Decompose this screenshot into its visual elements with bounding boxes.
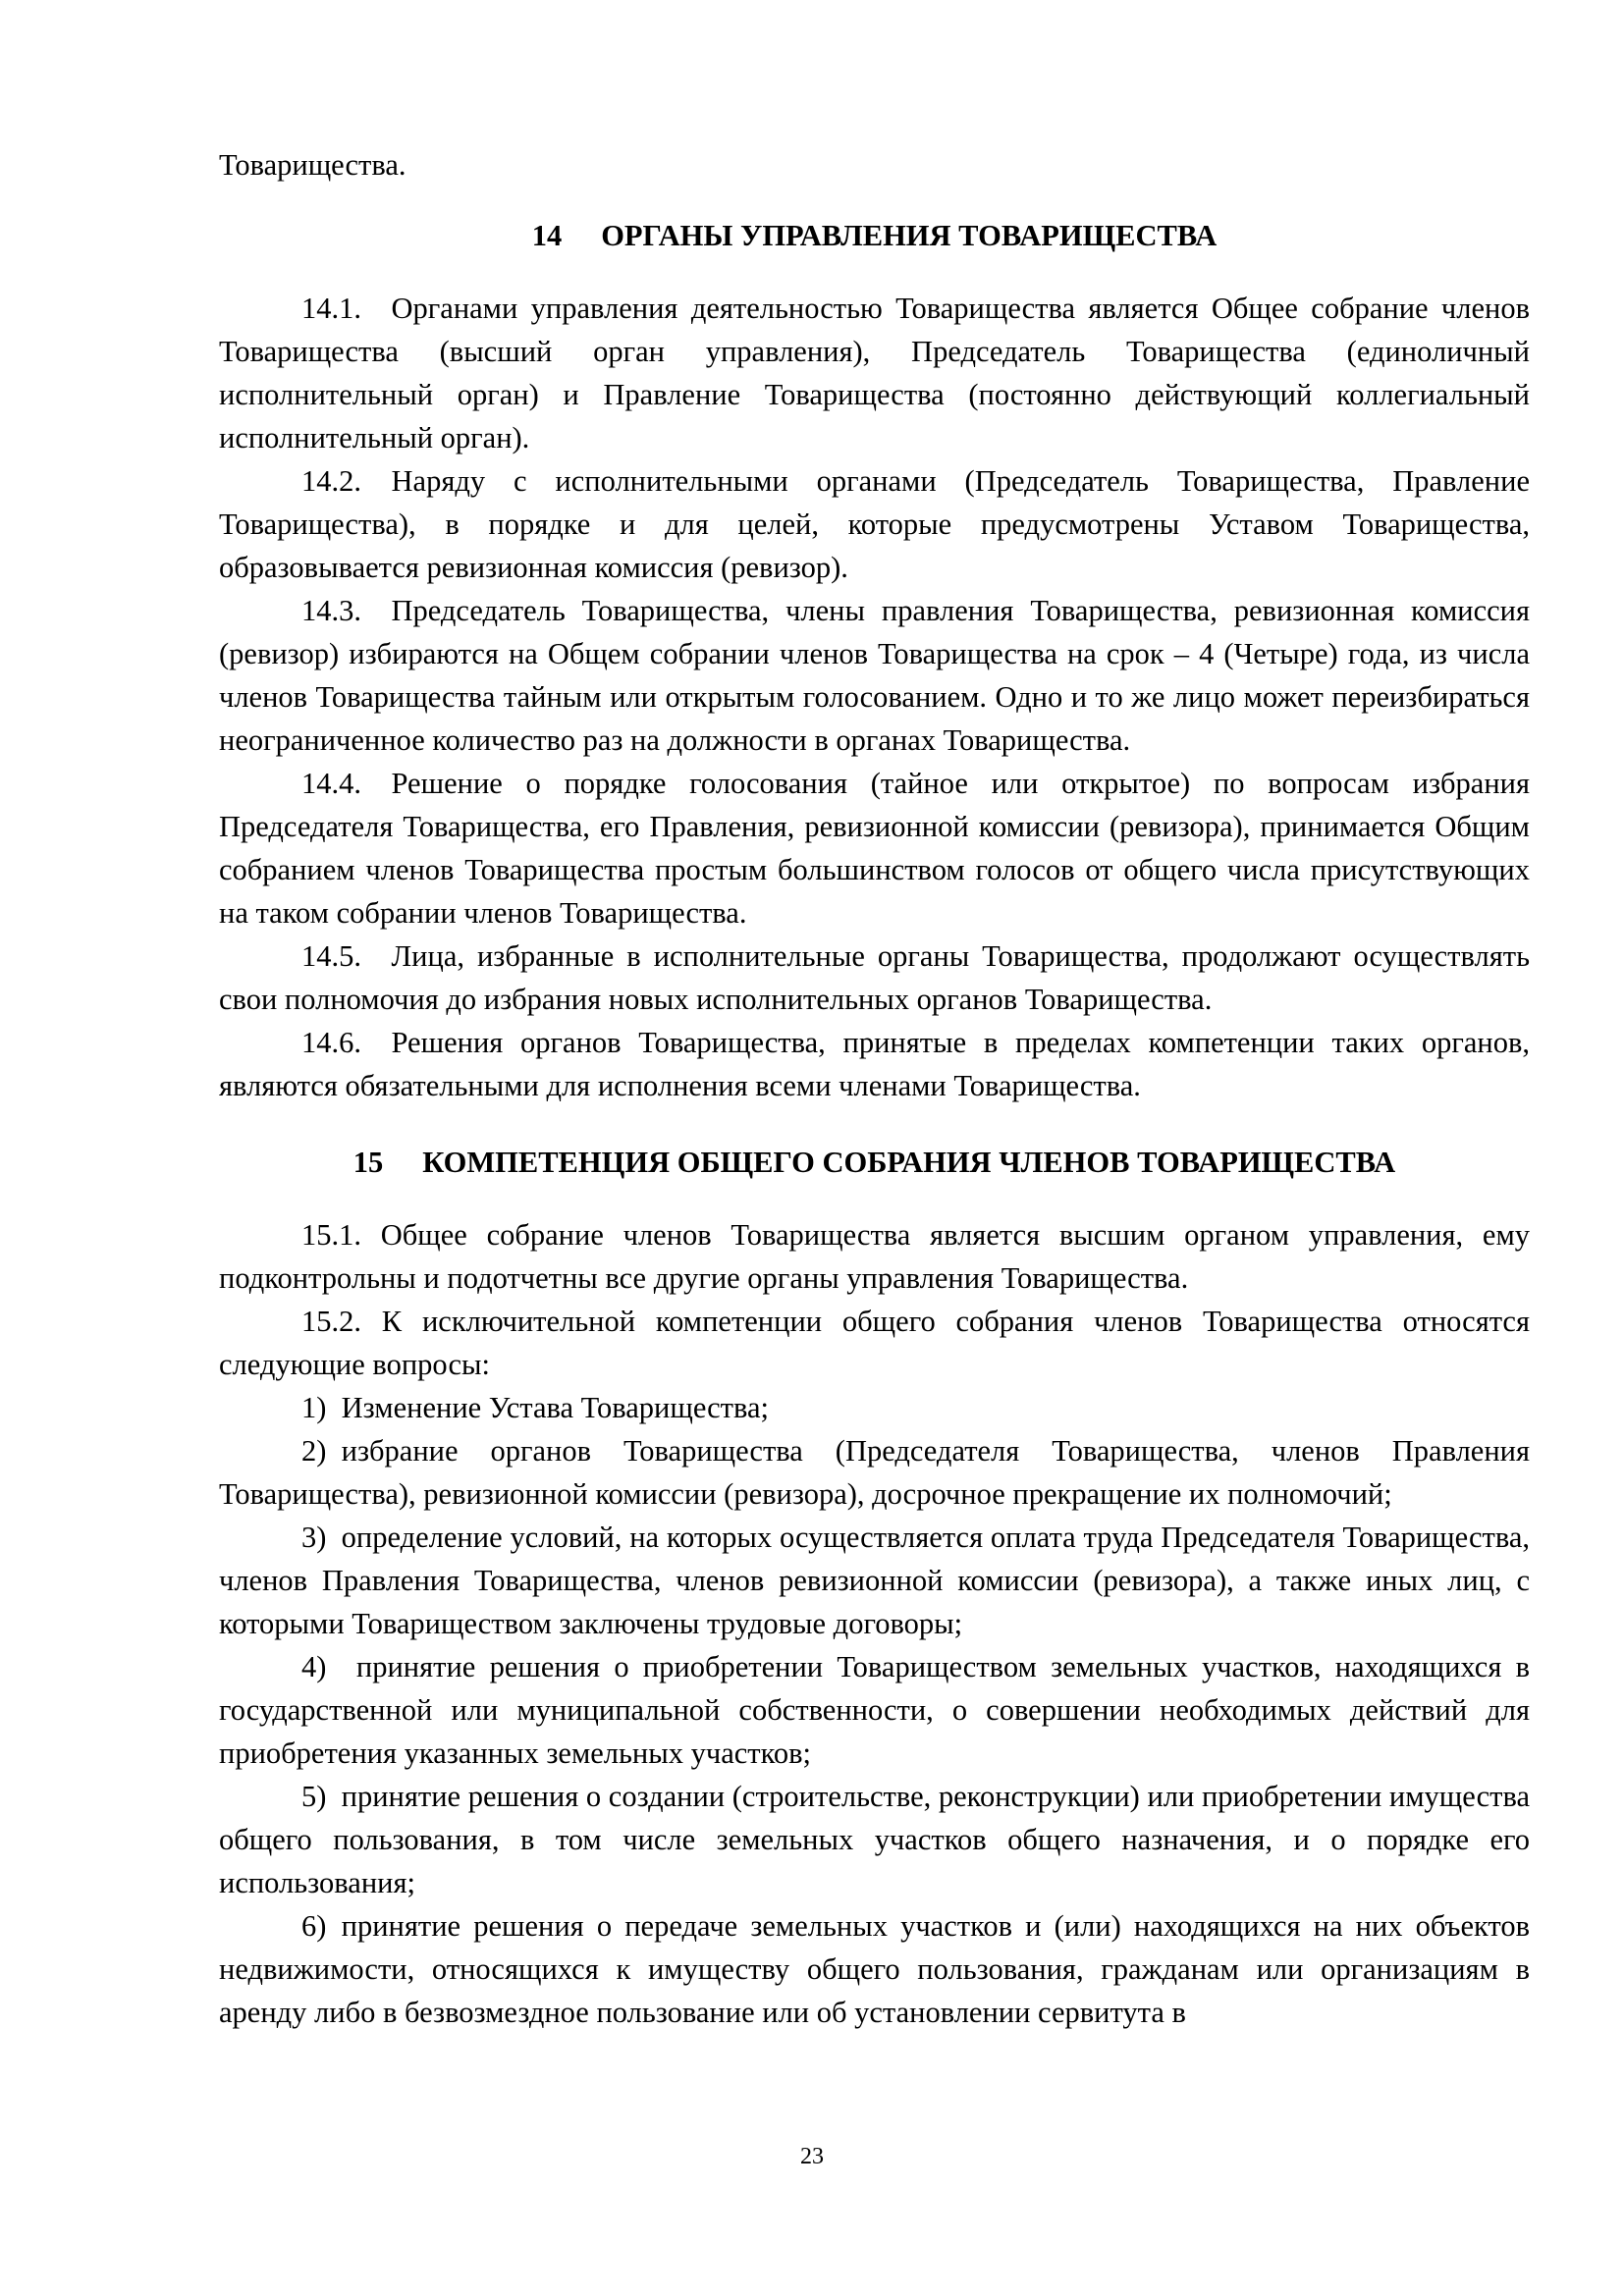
section-15-title: КОМПЕТЕНЦИЯ ОБЩЕГО СОБРАНИЯ ЧЛЕНОВ ТОВАРИЩЕСТВА <box>422 1146 1396 1179</box>
list-item-3: 3) определение условий, на которых осуществляется оплата труда Председателя Товарищества, членов Правления Товарищества, членов ревизионной комиссии (ревизора), а также иных лиц, с которыми Товариществом заключены трудовые договоры; <box>219 1521 1530 1640</box>
section-14-title: ОРГАНЫ УПРАВЛЕНИЯ ТОВАРИЩЕСТВА <box>601 219 1218 252</box>
paragraph-15-2: 15.2. К исключительной компетенции общего собрания членов Товарищества относятся следующие вопросы: <box>219 1305 1530 1381</box>
paragraph-15-1: 15.1. Общее собрание членов Товарищества является высшим органом управления, ему подконтрольны и подотчетны все другие органы управления Товарищества. <box>219 1218 1530 1295</box>
section-14-heading <box>219 214 1530 257</box>
paragraph-14-2: 14.2. Наряду с исполнительными органами (Председатель Товарищества, Правление Товарищества), в порядке и для целей, которые предусмотрены Уставом Товарищества, образовывается ревизионная комиссия (ревизор). <box>219 464 1530 584</box>
paragraph-14-4: 14.4. Решение о порядке голосования (тайное или открытое) по вопросам избрания Председателя Товарищества, его Правления, ревизионной комиссии (ревизора), принимается Общим собранием членов Товарищества простым большинством голосов от общего числа присутствующих на таком собрании членов Товарищества. <box>219 767 1530 930</box>
paragraph-14-6: 14.6. Решения органов Товарищества, принятые в пределах компетенции таких органов, являются обязательными для исполнения всеми членами Товарищества. <box>219 1026 1530 1102</box>
section-15-heading <box>219 1141 1530 1184</box>
page-content <box>219 143 1530 2034</box>
list-item-6: 6) принятие решения о передаче земельных участков и (или) находящихся на них объектов недвижимости, относящихся к имуществу общего пользования, гражданам или организациям в аренду либо в безвозмездное пользование или об установлении сервитута в <box>219 1909 1530 2029</box>
page-number: 23 <box>800 2144 824 2169</box>
paragraph-14-3: 14.3. Председатель Товарищества, члены правления Товарищества, ревизионная комиссия (ревизор) избираются на Общем собрании членов Товарищества на срок – 4 (Четыре) года, из числа членов Товарищества тайным или открытым голосованием. Одно и то же лицо может переизбираться неограниченное количество раз на должности в органах Товарищества. <box>219 594 1530 757</box>
list-item-1: 1) Изменение Устава Товарищества; <box>301 1391 770 1424</box>
paragraph-14-5: 14.5. Лица, избранные в исполнительные органы Товарищества, продолжают осуществлять свои полномочия до избрания новых исполнительных органов Товарищества. <box>219 939 1530 1016</box>
list-item-5: 5) принятие решения о создании (строительстве, реконструкции) или приобретении имущества общего пользования, в том числе земельных участков общего назначения, и о порядке его использования; <box>219 1780 1530 1899</box>
list-item-2: 2) избрание органов Товарищества (Председателя Товарищества, членов Правления Товарищества), ревизионной комиссии (ревизора), досрочное прекращение их полномочий; <box>219 1434 1530 1511</box>
paragraph-14-1: 14.1. Органами управления деятельностью Товарищества является Общее собрание членов Товарищества (высший орган управления), Председатель Товарищества (единоличный исполнительный орган) и Правление Товарищества (постоянно действующий коллегиальный исполнительный орган). <box>219 292 1530 454</box>
section-15-number: 15 <box>352 1146 384 1179</box>
intro-text: Товарищества. <box>219 148 406 182</box>
list-item-4: 4) принятие решения о приобретении Товариществом земельных участков, находящихся в государственной или муниципальной собственности, о совершении необходимых действий для приобретения указанных земельных участков; <box>219 1650 1530 1770</box>
section-14-number: 14 <box>531 219 563 252</box>
